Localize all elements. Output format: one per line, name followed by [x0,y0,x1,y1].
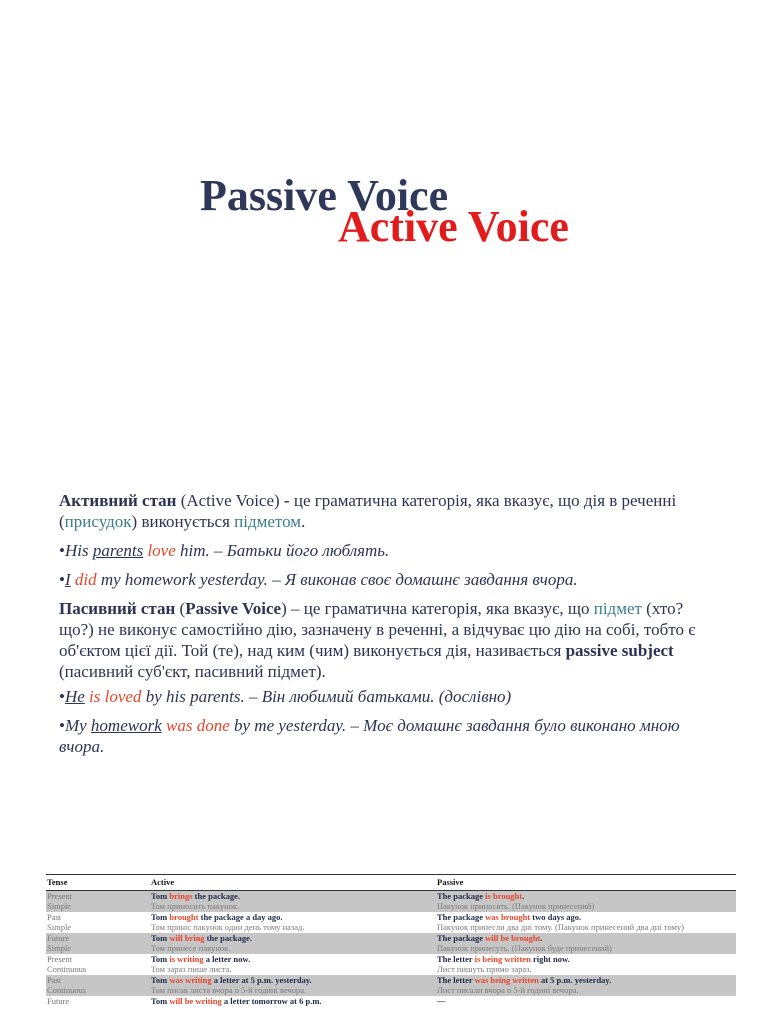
active-def-text-2: ) виконується [131,512,235,531]
subject-word: підметом [234,512,302,531]
ex4-rest: by me yesterday. – Моє домашнє завдання було виконано мною вчора. [59,716,680,756]
tense-line-1: Past [47,974,62,985]
tense-line-2: Continuous [47,964,87,974]
active-translation: Том приніс пакунок один день тому назад. [151,922,305,932]
active-verb: brought [169,911,199,922]
passive-translation: Лист пишуть прямо зараз. [437,964,532,974]
active-def-text-1: це граматична категорія, яка вказує, що дія в реченні ( [59,491,677,531]
passive-pre: The package [437,911,486,922]
tense-cell [46,933,150,954]
title-active-voice: Active Voice [338,202,569,251]
passive-cell [436,912,736,933]
active-pre: Tom [151,995,170,1006]
active-term: Активний стан [59,491,177,510]
active-translation: Том принесе пакунок. [151,943,231,953]
active-pre: Tom [151,890,170,901]
passive-sentence [437,996,735,1007]
passive-cell [436,933,736,954]
active-translation: Том зараз пише листа. [151,964,232,974]
ex2-rest: my homework yesterday. – [96,570,285,589]
active-sentence [151,954,435,965]
passive-sentence [437,912,735,923]
active-sentence [151,933,435,944]
active-sentence [151,996,435,1007]
passive-cell [436,890,736,912]
passive-verb: is being written [474,953,531,964]
active-cell [150,996,436,1007]
tense-cell [46,975,150,996]
passive-def-text-2: (хто? що?) не виконує самостійно дію, зазначену в реченні, а відчуває цю дію на собі, тобто є об'єктом цієї дії. Той (те), над ким (чим) виконується дія, називається [59,599,696,660]
active-post: the package a day ago. [198,911,283,922]
tense-line-1: Present [47,890,73,901]
table-body [46,890,736,1006]
passive-post: at 5 p.m. yesterday. [538,974,612,985]
passive-post: two days ago. [530,911,582,922]
passive-post: right now. [530,953,570,964]
active-verb: will bring [169,932,205,943]
passive-verb: was being written [474,974,539,985]
active-post: a letter at 5 p.m. yesterday. [211,974,312,985]
passive-verb: is brought [485,890,523,901]
ex3-rest: by his parents. – Він любимий батьками. (дослівно) [141,687,512,706]
table-row [46,996,736,1007]
active-translation: Том приносить пакунок. [151,901,240,911]
ex1-rest: him. – Батьки його люблять. [175,541,390,560]
passive-cell [436,954,736,975]
tense-line-2: Simple [47,901,72,911]
bullet: • [59,716,65,735]
active-post: the package. [204,932,253,943]
tense-line-1: Future [47,932,70,943]
table-row [46,975,736,996]
passive-pre: The letter [437,974,475,985]
passive-sentence [437,891,735,902]
active-verb: brings [169,890,193,901]
example-passive-1 [59,686,699,707]
tense-line-2: Simple [47,922,72,932]
passive-subject-term: passive subject [565,641,674,660]
active-cell [150,912,436,933]
tense-cell [46,996,150,1007]
table-row [46,954,736,975]
passive-verb: was brought [485,911,531,922]
active-post: a letter now. [203,953,251,964]
active-verb: will be writing [169,995,222,1006]
passive-verb: will be brought [485,932,541,943]
definitions-section [59,490,699,765]
passive-sentence [437,975,735,986]
passive-pre: The letter [437,953,475,964]
passive-term: Пасивний стан [59,599,176,618]
active-def-end: . [301,512,306,531]
active-pre: Tom [151,953,170,964]
passive-translation: Пакунок приносять. (Пакунок принесений) [437,901,595,911]
passive-pre: The package [437,932,486,943]
ex4-was-done: was done [166,716,230,735]
passive-subject-word: підмет [593,599,642,618]
active-post: a letter tomorrow at 6 p.m. [221,995,322,1006]
passive-cell [436,975,736,996]
ex2-ua: Я виконав своє домашнє завдання вчора. [284,570,578,589]
ex1-love: love [147,541,176,560]
passive-def-text-1: ) – це граматична категорія, яка вказує, що [281,599,594,618]
tense-line-2: Simple [47,943,72,953]
active-post: the package. [192,890,240,901]
predicate-word: присудок [64,512,132,531]
table-row [46,890,736,912]
active-verb: is writing [169,953,204,964]
passive-open: ( [175,599,186,618]
passive-post: . [540,932,543,943]
table-row [46,912,736,933]
header-active: Active [151,877,175,887]
active-cell [150,933,436,954]
tense-table [46,874,736,1006]
passive-sentence [437,933,735,944]
tense-cell [46,912,150,933]
bullet: • [59,541,65,560]
active-pre: Tom [151,911,170,922]
passive-term-en: Passive Voice [185,599,282,618]
active-cell [150,975,436,996]
active-pre: Tom [151,974,170,985]
example-active-2 [59,569,699,590]
passive-voice-definition [59,598,699,682]
example-active-1 [59,540,699,561]
active-sentence [151,891,435,902]
table-header-row [46,875,736,891]
active-cell [150,890,436,912]
ex2-did: did [74,570,97,589]
active-term-en: (Active Voice) [176,491,284,510]
passive-translation: Пакунок принесли два дні тому. (Пакунок принесений два дні тому) [437,922,684,932]
bullet: • [59,570,65,589]
ex3-is-loved: is loved [89,687,142,706]
passive-pre: The package [437,890,486,901]
ex1-parents: parents [92,541,144,560]
passive-translation: Лист писали вчора о 5-й годині вечора. [437,985,579,995]
example-passive-2 [59,715,699,757]
active-sentence [151,912,435,923]
passive-sentence [437,954,735,965]
ex4-my: My [64,716,91,735]
passive-pre: — [437,995,446,1006]
ex1-his: His [64,541,93,560]
header-tense: Tense [47,877,68,887]
active-translation: Том писав листа вчора о 5-й годині вечора. [151,985,307,995]
active-sentence [151,975,435,986]
tense-line-2: Continuous [47,985,87,995]
passive-post: . [522,890,525,901]
bullet: • [59,687,65,706]
tense-line-1: Present [47,953,73,964]
passive-def-text-3: (пасивний суб'єкт, пасивний підмет). [59,662,326,681]
ex4-homework: homework [90,716,162,735]
active-verb: was writing [169,974,212,985]
tense-cell [46,890,150,912]
tense-table-container [46,874,736,1006]
active-pre: Tom [151,932,170,943]
dash: - [283,491,290,510]
title-passive-voice: Passive Voice [200,171,449,220]
table-row [46,933,736,954]
passive-cell [436,996,736,1007]
active-voice-definition [59,490,699,532]
tense-line-1: Past [47,911,62,922]
tense-cell [46,954,150,975]
header-passive: Passive [437,877,464,887]
tense-line-1: Future [47,995,70,1006]
active-cell [150,954,436,975]
ex3-he: He [64,687,85,706]
passive-translation: Пакунок принесуть. (Пакунок буде принесений) [437,943,612,953]
ex2-i: I [64,570,71,589]
